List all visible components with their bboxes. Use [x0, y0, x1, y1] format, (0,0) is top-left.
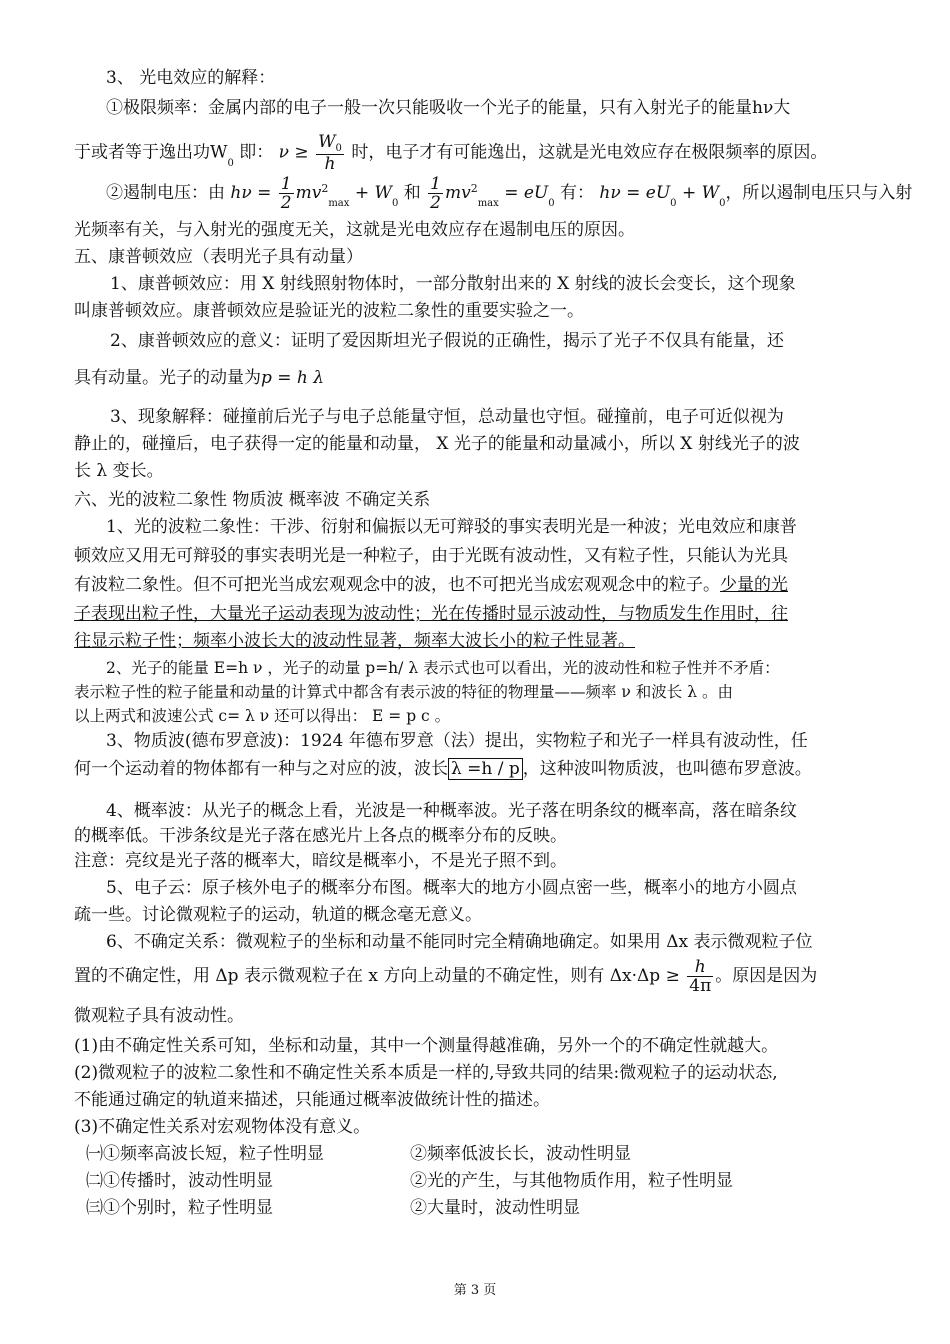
text-span: ，这种波叫物质波，也叫德布罗意波。 [522, 759, 812, 779]
text-span: ②遏制电压：由 [106, 183, 225, 203]
math-expr: + W [354, 183, 392, 203]
superscript: 2 [321, 182, 329, 195]
text-line: 静止的，碰撞后，电子获得一定的能量和动量， X 光子的能量和动量减小，所以 X 射线光子的波 [74, 434, 800, 454]
text-line: 4、概率波：从光子的概念上看，光波是一种概率波。光子落在明条纹的概率高，落在暗条纹 [106, 801, 797, 821]
frac-num: 1 [430, 174, 441, 194]
text-line: 3、现象解释：碰撞前后光子与电子总能量守恒，总动量也守恒。碰撞前，电子可近似视为 [110, 407, 784, 427]
fraction [428, 175, 443, 212]
fraction [687, 958, 713, 995]
section-heading: 六、光的波粒二象性 物质波 概率波 不确定关系 [74, 490, 431, 510]
text-line [74, 630, 880, 652]
text-line [74, 574, 880, 596]
text-line: 2、光子的能量 E=h ν ，光子的动量 p=h/ λ 表示式也可以看出，光的波动性和粒子性并不矛盾： [106, 659, 780, 677]
math-expr: p = h λ [261, 368, 325, 388]
subscript: 0 [548, 198, 555, 209]
math-expr: ν ≥ [278, 142, 309, 163]
text-line: 以上两式和波速公式 c= λ ν 还可以得出： E = p c 。 [74, 707, 451, 725]
text-span: 何一个运动着的物体都有一种与之对应的波，波长 [74, 759, 448, 779]
text-span: 于或者等于逸出功W [74, 142, 228, 163]
frac-den: 2 [430, 193, 441, 213]
text-span: 具有动量。光子的动量为 [74, 368, 261, 388]
text-span: 。原因是因为 [715, 966, 818, 986]
text-line [106, 174, 913, 213]
frac-den: h [324, 154, 336, 174]
text-line: 6、不确定关系：微观粒子的坐标和动量不能同时完全精确地确定。如果用 Δx 表示微观粒子位 [106, 932, 813, 952]
text-line: 1、康普顿效应：用 X 射线照射物体时，一部分散射出来的 X 射线的波长会变长，这个现象 [110, 274, 796, 294]
text-span: 有： [560, 183, 595, 203]
subscript: 0 [227, 157, 234, 169]
frac-num: W [318, 132, 336, 152]
frac-den: 2 [280, 193, 292, 213]
fraction [316, 133, 344, 173]
subscript: 0 [670, 198, 677, 209]
subscript: 0 [719, 198, 726, 209]
text-line: 叫康普顿效应。康普顿效应是验证光的波粒二象性的重要实验之一。 [74, 301, 584, 321]
math-expr: mv [295, 183, 322, 203]
text-line: 1、光的波粒二象性：干涉、衍射和偏振以无可辩驳的事实表明光是一种波；光电效应和康普 [106, 517, 797, 537]
math-expr: + W [681, 183, 720, 203]
text-line: 顿效应又用无可辩驳的事实表明光是一种粒子，由于光既有波动性，又有粒子性，只能认为光具 [74, 546, 788, 566]
text-line: 3、 光电效应的解释： [106, 68, 276, 88]
list-item: ㈢①个别时，粒子性明显 [86, 1198, 273, 1218]
underlined-text: 子表现出粒子性，大量光子运动表现为波动性；光在传播时显示波动性，与物质发生作用时，往 [74, 604, 788, 624]
frac-den: 4π [689, 976, 712, 996]
text-line [74, 758, 880, 780]
text-line [74, 603, 880, 625]
list-item: ㈠①频率高波长短，粒子性明显 [86, 1144, 324, 1164]
text-line: 3、物质波(德布罗意波)：1924 年德布罗意（法）提出，实物粒子和光子一样具有波动性，任 [106, 731, 808, 751]
text-line: 表示粒子性的粒子能量和动量的计算式中都含有表示波的特征的物理量——频率 ν 和波长 λ 。由 [74, 683, 733, 701]
frac-num: 1 [280, 174, 292, 194]
text-line [74, 367, 880, 389]
text-span: ，所以遏制电压只与入射 [725, 183, 913, 203]
superscript: 2 [470, 182, 478, 195]
text-line: 2、康普顿效应的意义：证明了爱因斯坦光子假说的正确性，揭示了光子不仅具有能量，还 [110, 331, 784, 351]
text-line: 疏一些。讨论微观粒子的运动，轨道的概念毫无意义。 [74, 905, 482, 925]
text-line: 长 λ 变长。 [74, 461, 164, 481]
list-item: ②大量时，波动性明显 [410, 1198, 580, 1218]
text-line: 微观粒子具有波动性。 [74, 1006, 244, 1026]
text-line: 5、电子云：原子核外电子的概率分布图。概率大的地方小圆点密一些，概率小的地方小圆点 [106, 878, 797, 898]
text-line: (2)微观粒子的波粒二象性和不确定性关系本质是一样的,导致共同的结果:微观粒子的运动状态, [74, 1063, 778, 1083]
text-line [74, 958, 880, 998]
text-line: ①极限频率：金属内部的电子一般一次只能吸收一个光子的能量，只有入射光子的能量hν大 [106, 98, 791, 118]
text-line: 注意：亮纹是光子落的概率大，暗纹是概率小，不是光子照不到。 [74, 851, 567, 871]
text-span: 即： [239, 142, 274, 163]
page-number: 第 3 页 [453, 1283, 497, 1298]
subscript: max [477, 198, 499, 209]
math-expr: hν = eU [599, 183, 671, 203]
text-line: 的概率低。干涉条纹是光子落在感光片上各点的概率分布的反映。 [74, 826, 567, 846]
subscript: 0 [391, 198, 399, 209]
boxed-formula: λ =h / p [448, 758, 523, 780]
text-line [74, 132, 880, 174]
section-heading: 五、康普顿效应（表明光子具有动量） [74, 247, 363, 267]
list-item: ②频率低波长长，波动性明显 [410, 1144, 631, 1164]
math-expr: mv [444, 183, 471, 203]
math-expr: = eU [504, 183, 549, 203]
text-line: (1)由不确定性关系可知，坐标和动量，其中一个测量得越准确，另外一个的不确定性就越大。 [74, 1036, 779, 1056]
text-span: 置的不确定性，用 Δp 表示微观粒子在 x 方向上动量的不确定性，则有 Δx·Δp ≥ [74, 966, 680, 986]
fraction [279, 175, 294, 212]
text-line: 不能通过确定的轨道来描述，只能通过概率波做统计性的描述。 [74, 1090, 550, 1110]
list-item: ㈡①传播时，波动性明显 [86, 1171, 273, 1191]
text-span: 时，电子才有可能逸出，这就是光电效应存在极限频率的原因。 [351, 142, 828, 163]
subscript: 0 [335, 143, 342, 154]
math-expr: hν = [230, 183, 272, 203]
underlined-text: 往显示粒子性；频率小波长大的波动性显著，频率大波长小的粒子性显著。 [74, 631, 635, 651]
underlined-text: 少量的光 [720, 575, 788, 595]
text-line: (3)不确定性关系对宏观物体没有意义。 [74, 1117, 371, 1137]
subscript: max [328, 198, 350, 209]
text-span: 有波粒二象性。但不可把光当成宏观观念中的波，也不可把光当成宏观观念中的粒子。 [74, 575, 720, 595]
text-line: 光频率有关，与入射光的强度无关，这就是光电效应存在遏制电压的原因。 [74, 220, 635, 240]
list-item: ②光的产生，与其他物质作用，粒子性明显 [410, 1171, 733, 1191]
text-span: 和 [403, 183, 421, 203]
frac-num: h [687, 958, 713, 977]
